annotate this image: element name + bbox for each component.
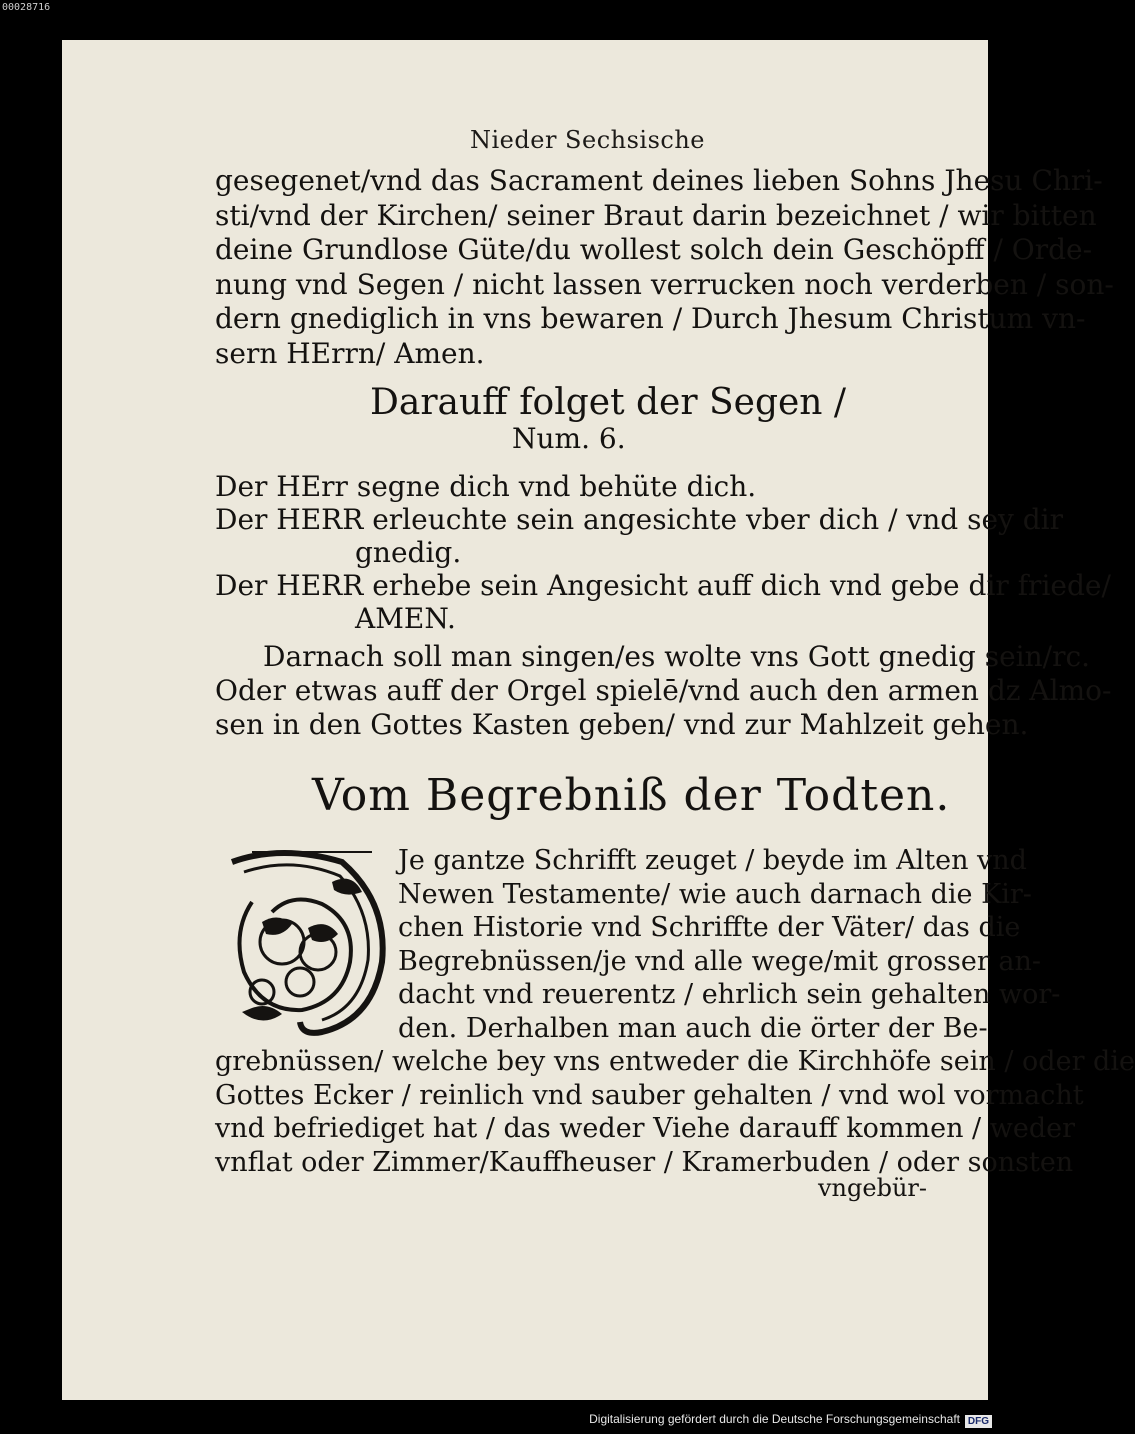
text-line: vnd befriediget hat / das weder Viehe darauff kommen / weder xyxy=(215,1113,1075,1144)
text-line: chen Historie vnd Schriffte der Väter/ das die xyxy=(398,912,1021,943)
paragraph-prayer xyxy=(215,164,1114,371)
decorated-initial-d-icon xyxy=(222,842,390,1038)
paragraph-instructions xyxy=(215,640,1111,742)
section-subheading-reference: Num. 6. xyxy=(512,422,626,455)
footer-credit: Digitalisierung gefördert durch die Deutsche Forschungsgemeinschaft xyxy=(589,1412,960,1426)
text-line: Der HErr segne dich vnd behüte dich. xyxy=(215,470,757,503)
text-line: dern gnediglich in vns bewaren / Durch Jhesum Christum vn- xyxy=(215,302,1086,335)
text-line: vnflat oder Zimmer/Kauffheuser / Kramerbuden / oder sonsten xyxy=(215,1146,1074,1178)
text-line: sti/vnd der Kirchen/ seiner Braut darin bezeichnet / wir bitten xyxy=(215,198,1097,232)
text-line: sern HErrn/ Amen. xyxy=(215,336,485,370)
paragraph-burial-continued xyxy=(215,1045,1135,1179)
text-line: AMEN. xyxy=(355,602,456,635)
catchword: vngebür- xyxy=(818,1174,927,1202)
text-line: Der HERR erleuchte sein angesichte vber dich / vnd sey dir xyxy=(215,503,1064,536)
running-head: Nieder Sechsische xyxy=(470,126,705,154)
text-line: deine Grundlose Güte/du wollest solch dein Geschöpff / Orde- xyxy=(215,233,1093,266)
paragraph-burial-beside-initial xyxy=(398,844,1060,1045)
text-line: grebnüssen/ welche bey vns entweder die Kirchhöfe sein / oder die xyxy=(215,1046,1135,1077)
section-heading-burial: Vom Begrebniß der Todten. xyxy=(312,770,951,821)
text-line: gesegenet/vnd das Sacrament deines lieben Sohns Jhesu Chri- xyxy=(215,164,1103,197)
text-line: Begrebnüssen/je vnd alle wege/mit grosser an- xyxy=(398,945,1041,977)
text-line: Oder etwas auff der Orgel spielē/vnd auch den armen dz Almo- xyxy=(215,674,1112,707)
text-line: nung vnd Segen / nicht lassen verrucken noch verderben / son- xyxy=(215,267,1114,301)
footer-bar xyxy=(0,1404,1000,1434)
text-line: den. Derhalben man auch die örter der Be- xyxy=(398,1012,988,1044)
section-heading-blessing: Darauff folget der Segen / xyxy=(370,382,847,423)
text-line: gnedig. xyxy=(355,536,462,569)
text-line: sen in den Gottes Kasten geben/ vnd zur Mahlzeit gehen. xyxy=(215,708,1029,741)
text-line: Darnach soll man singen/es wolte vns Gott gnedig sein/rc. xyxy=(263,640,1091,673)
text-line: Gottes Ecker / reinlich vnd sauber gehalten / vnd wol vormacht xyxy=(215,1079,1084,1111)
text-line: Der HERR erhebe sein Angesicht auff dich vnd gebe dir friede/ xyxy=(215,569,1111,602)
scan-id: 00028716 xyxy=(2,2,51,13)
text-line: Je gantze Schrifft zeuget / beyde im Alten vnd xyxy=(398,845,1027,876)
dfg-logo: DFG xyxy=(965,1415,992,1428)
text-line: dacht vnd reuerentz / ehrlich sein gehalten wor- xyxy=(398,979,1061,1010)
text-line: Newen Testamente/ wie auch darnach die Kir- xyxy=(398,878,1032,910)
paragraph-blessing xyxy=(215,470,1111,635)
